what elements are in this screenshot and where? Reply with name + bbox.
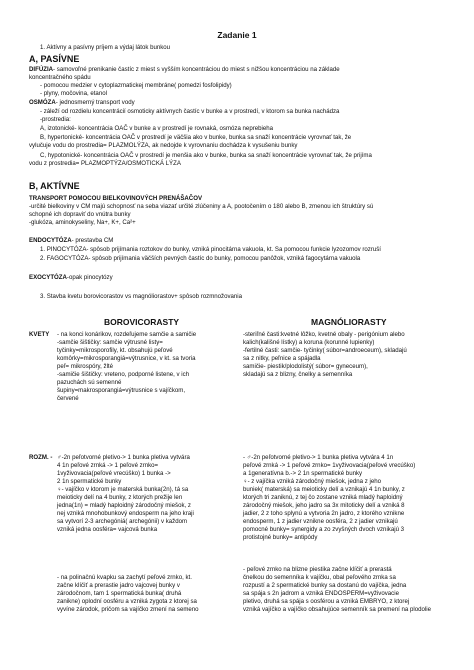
cell-line: 2 1n spermatické bunky — [57, 478, 122, 486]
cell-line: zárodočnom, tam 1 spermatická bunka( druhá — [57, 590, 182, 598]
cell-line: vzniká jedna oosféra= vajcová bunka — [57, 526, 158, 534]
osmoza-line-4: A, izotonické- koncentrácia OAČ v bunke a v prostredí je rovnaká, osmóza neprebieha — [40, 125, 274, 132]
cell-line: -steriľné časti:kvetné lôžko, kvetné obaly - perigónium alebo — [243, 331, 405, 338]
kvety-left-cell — [57, 331, 196, 403]
cell-line: - na konci konárikov, rozdeľujeme samčie a samičie — [57, 331, 197, 338]
osmoza-line-6: vylučuje vodu do prostredia= PLAZMOLÝZA, ak nedojde k vyrovnaniu dochádza k vysušeniu bunky — [29, 142, 298, 149]
cell-line: 4 1n peľové zrnká -> 1 peľové zrnko= — [57, 462, 159, 470]
cell-line: vzniká vajíčko a vajíčko obsahujúce semenník sa premení na plodolie — [243, 606, 431, 614]
endocytoza-line-1 — [29, 237, 450, 245]
cell-line: komôrky=mikrosporangiá=výtrusnice, v kt. sa tvoria — [57, 355, 196, 363]
cell-line: ♀- vajíčko v ktorom je materská bunka(2n), tá sa — [57, 486, 189, 494]
osmoza-line-7: C, hypotonické- koncentrácia OAČ v prostredí je menšia ako v bunke, bunka sa snaží koncentrácie vyrovnať tak, že prijíma — [40, 152, 372, 159]
osmoza-line-8: vodu z prostredia= PLAZMOPTÝZA/OSMOTICKÁ LÝZA — [29, 160, 181, 167]
cell-line: - na polinačnú kvapku sa zachytí peľové zrnko, kt. — [57, 574, 192, 581]
osmoza-term: OSMÓZA — [29, 99, 56, 106]
kvety-label: KVETY — [29, 331, 50, 338]
cell-line: ♀- z vajíčka vzniká zárodočný miešok, jedna z jeho — [243, 478, 382, 486]
exocytoza-term: EXOCYTÓZA — [29, 274, 67, 281]
osmoza-line-5: B, hypertonické- koncentrácia OAČ v prostredí je väčšia ako v bunke, bunka sa snaží koncentrácie vyrovnať tak, že — [40, 134, 352, 141]
transport-heading: TRANSPORT POMOCOU BIELKOVINOVÝCH PRENÁŠAČOV — [29, 195, 203, 202]
rozm-right-cell — [243, 454, 415, 543]
cell-line: kalich(kališné lístky) a koruna (korunné lupienky) — [243, 339, 375, 347]
col-title-magnoliorasty: MAGNÓLIORASTY — [311, 317, 387, 327]
cell-line: zárodočný miešok, jeho jadro sa 3x mitoticky delí a vzniká 8 — [243, 502, 405, 510]
oplodnenie-right-cell — [243, 566, 431, 614]
cell-line: peľové zrnká -> 1 peľové zrnko= 1vyživovacia(peľové vrecúško) — [243, 462, 416, 470]
cell-line: šupiny=makrosporangiá=výtrusnice s vajíčkom, — [57, 387, 186, 395]
exocytoza-text: -opak pinocytózy — [66, 274, 113, 281]
osmoza-line-3: -prostredia: — [40, 116, 71, 123]
cell-line: -samičie šištičky: vreteno, podporné listene, v ich — [57, 371, 190, 379]
transport-line-3: -glukóza, aminokyseliny, Na+, K+, Ca²+ — [29, 219, 136, 226]
cell-line: rozpustí a 2 spermatické bunky sa dostanú do vajíčka, jedna — [243, 582, 407, 590]
transport-line-2: schopné ich dopraviť do vnútra bunky — [29, 211, 131, 218]
osmoza-line-2: - záleží od rozdielu koncentrácií osmoticky aktívnych častíc v bunke a v prostredí, v ktorom sa bunka nachádza — [40, 108, 340, 115]
cell-line: protistojné bunky= antipódy — [243, 534, 318, 542]
cell-line: - ♂-2n peľotvorné pletivo-> 1 bunka pletiva vytvára 4 1n — [243, 454, 394, 461]
cell-line: -samčie šištičky: samčie výtrusné listy= — [57, 339, 163, 347]
cell-line: pazuchách sú semenné — [57, 379, 122, 387]
osmoza-text-1: - jednosmerný transport vody — [55, 99, 135, 106]
cell-line: jadier, 2 z toho splynú a vytvoria 2n jadro, z ktorého vznikne — [243, 510, 405, 518]
cell-line: začne klíčiť a prerastie jadro vajcovej bunky v — [57, 582, 180, 590]
cell-line: -fertilné časti: samčie- tyčinky( súbor=androeceum), skladajú — [243, 347, 407, 355]
cell-line: červené — [57, 395, 79, 403]
cell-line: buniek( materská) sa meioticky delí a vznikajú 4 1n bunky, z — [243, 486, 405, 494]
difuzia-line-1 — [29, 66, 450, 74]
difuzia-line-4: - plyny, močovina, etanol — [40, 90, 107, 97]
osmoza-line-1 — [29, 99, 450, 107]
page-title: Zadanie 1 — [217, 30, 257, 40]
cell-line: sa spája s 2n jadrom a vzniká ENDOSPERM=vyživovacie — [243, 590, 399, 598]
section-b-heading: B, AKTÍVNE — [29, 181, 80, 191]
difuzia-line-3: - pomocou medzier v cytoplazmatickej membráne( pomedzi fosfolipidy) — [40, 82, 232, 89]
endocytoza-line-3: 2. FAGOCYTÓZA- spôsob prijímania väčších pevných častíc do bunky, pomocou panôžok, vzniká fagocytárna vakuola — [40, 255, 361, 262]
cell-line: ktorých tri zaniknú, z tej čo zostane vzniká mladý haploidný — [243, 494, 403, 502]
transport-line-1: -určité bielkoviny v CM majú schopnosť na seba viazať určité zlúčeniny a A, pootočením o 180 alebo B, zmenou ich štruktúry sú — [29, 203, 374, 210]
cell-line: 1vyživovacia(peľové vrecúško) 1 bunka -> — [57, 470, 171, 478]
cell-line: pletivo, druhá sa spája s oosférou a vzniká EMBRYO, z ktorej — [243, 598, 410, 606]
item-1: 1. Aktívny a pasívny príjem a výdaj látok bunkou — [40, 44, 171, 51]
cell-line: peľ= mikrospóry, žlté — [57, 363, 114, 371]
cell-line: endosperm, 1 z jadier vznikne oosféra, 2 z jadier vznikajú — [243, 518, 398, 526]
difuzia-text-1: - samovoľné prenikanie častíc z miest s vyšším koncentráciou do miest s nižšou koncentráciou na základe — [53, 66, 340, 73]
cell-line: samičie- piestik/plodolistý( súbor= gyneceum), — [243, 363, 368, 371]
rozm-label: ROZM. - — [29, 454, 53, 461]
cell-line: skladajú sa z blizny, čnelky a semenníka — [243, 371, 353, 379]
cell-line: nej vzniká mnohobunkový endosperm na jeho kraji — [57, 510, 194, 518]
oplodnenie-left-cell — [57, 574, 199, 614]
cell-line: jedna(1n) = mladý haploidný zárodočný miešok, z — [57, 502, 191, 510]
rozm-left-cell — [57, 454, 194, 534]
col-title-borovicorasty: BOROVICORASTY — [104, 317, 180, 327]
cell-line: zanikne) oplodní oosféru a vzniká zygota z ktorej sa — [57, 598, 197, 606]
cell-line: tyčinky=mikrosporofily, kt. obsahujú peľové — [57, 347, 173, 355]
item-3: 3. Stavba kvetu borovicorastov vs magnóliorastov+ spôsob rozmnožovania — [40, 293, 243, 300]
cell-line: a 1generatívna b.-> 2 1n spermatické bunky — [243, 470, 363, 478]
endocytoza-text-1: - prestavba CM — [71, 237, 114, 244]
cell-line: pomocné bunky= synergidy a zo zvyšných dvoch vznikajú 3 — [243, 526, 405, 534]
cell-line: meioticky delí na 4 bunky, z ktorých prežije len — [57, 494, 183, 502]
section-a-heading: A, PASÍVNE — [29, 54, 80, 64]
exocytoza-line — [29, 274, 450, 282]
cell-line: sa z nitky, peľnice a spájadla — [243, 355, 321, 363]
cell-line: vyvíne zárodok, pričom sa vajíčko zmení na semeno — [57, 606, 199, 614]
difuzia-term: DIFÚZIA — [29, 66, 54, 73]
cell-line: - peľové zrnko na blizne piestika začne klíčiť a prerastá — [243, 566, 392, 573]
cell-line: čnelkou do semenníka k vajíčku, obal peľového zrnka sa — [243, 574, 396, 582]
endocytoza-line-2: 1. PINOCYTÓZA- spôsob prijímania roztokov do bunky, vzniká pinocitárna vakuola, kt. Sa pomocou funkcie lyzozomov rozruší — [40, 246, 381, 253]
endocytoza-term: ENDOCYTÓZA — [29, 237, 72, 244]
difuzia-line-2: koncentračného spádu — [29, 74, 91, 81]
cell-line: ♂-2n peľotvorné pletivo-> 1 bunka pletiva vytvára — [57, 454, 190, 461]
cell-line: sa vytvorí 2-3 archegóniá( archegónii) v každom — [57, 518, 188, 526]
kvety-right-cell — [243, 331, 407, 379]
